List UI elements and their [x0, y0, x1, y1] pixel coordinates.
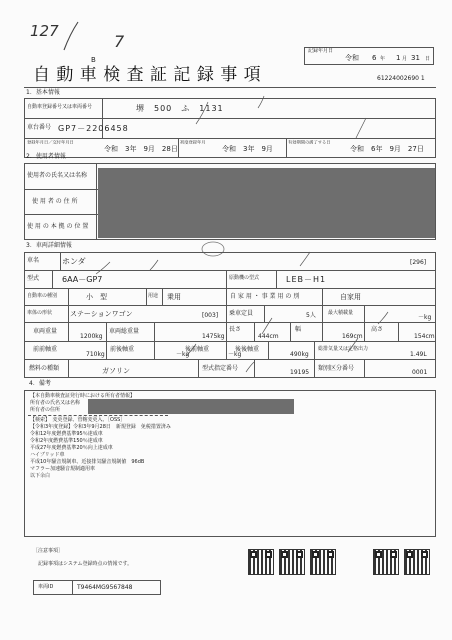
remark-line: 平成10年騒音規制車、近接排気騒音規制値 96dB [30, 459, 145, 465]
max-load-value: －kg [418, 314, 432, 321]
use-value: 乗用 [167, 293, 181, 301]
expiry-label: 有効期間の満了する日 [288, 140, 331, 146]
issue-date-month-unit: 月 [402, 56, 408, 62]
engine-value: LEB－H1 [286, 275, 327, 284]
section1-title: 1．基本情報 [26, 89, 60, 96]
handwritten-mark: 7 [114, 32, 125, 51]
model-label: 型式 [27, 275, 40, 282]
reg-number-value: 堺 500 ふ 1131 [136, 104, 224, 113]
owner-name-label: 所有者の氏名又は名称 [30, 400, 81, 406]
displacement-value: 1.49L [410, 351, 427, 358]
kind-label: 自動車の種別 [27, 293, 58, 299]
owner-address-label: 所有者の住所 [30, 407, 61, 413]
document-title: 自 動 車 検 査 証 記 録 事 項 [33, 65, 262, 85]
gross-value: 1475kg [202, 333, 225, 340]
issue-date-month: 1 [396, 54, 401, 62]
section4-title: 4．備考 [29, 380, 51, 387]
first-year-value: 令和 3年 9月 [222, 145, 273, 153]
capacity-label: 乗車定員 [229, 310, 254, 317]
fr-axle-value: －kg [176, 351, 190, 358]
issue-date-label: 記録年月日 [308, 48, 334, 54]
engine-label: 原動機の型式 [229, 275, 260, 281]
body-code: [003] [202, 312, 219, 319]
chassis-label: 車台番号 [27, 124, 52, 131]
gross-label: 車両総重量 [109, 328, 140, 335]
type-num-label: 型式指定番号 [202, 365, 239, 372]
rf-axle-value: －kg [228, 351, 242, 358]
notes-line: 記録事項はシステム登録時点の情報です。 [38, 561, 133, 567]
user-info-redaction [98, 168, 435, 238]
weight-label: 車両重量 [33, 328, 58, 335]
vehicle-id-label: 車両ID [38, 584, 54, 590]
maker-code: [296] [410, 259, 427, 266]
section3-title: 3．車両詳細情報 [26, 242, 72, 249]
document-number: 61224002690 1 [377, 75, 425, 82]
user-name-label: 使用者の氏名又は名称 [27, 172, 88, 179]
fuel-label: 燃料の種類 [29, 365, 60, 372]
max-load-label: 最大積載量 [328, 310, 354, 316]
type-num-value: 19195 [290, 369, 310, 376]
qr-code-icon [279, 549, 305, 575]
kind-value: 小 型 [86, 293, 107, 301]
issue-date-day-unit: 日 [425, 56, 431, 62]
issue-date-year: 6 [372, 54, 377, 62]
handwritten-number: 127 [30, 22, 59, 40]
height-value: 154cm [414, 333, 435, 340]
height-label: 高さ [371, 326, 384, 333]
category-value: 0001 [412, 369, 428, 376]
category-label: 類別区分番号 [318, 365, 355, 372]
first-reg-value: 令和 3年 9月 28日 [104, 145, 178, 153]
private-label: 自 家 用 ・ 事 業 用 の 別 [230, 293, 300, 300]
width-label: 幅 [295, 326, 302, 333]
vehicle-id-value: T9464MG9567848 [77, 584, 133, 591]
qr-code-icon [248, 549, 274, 575]
length-value: 444cm [258, 333, 279, 340]
first-year-label: 初度登録年月 [180, 140, 206, 146]
fuel-value: ガソリン [102, 367, 130, 375]
remark-line: マフラー加速騒音規制適用車 [30, 466, 96, 472]
rf-axle-label: 後前軸重 [185, 346, 210, 353]
body-label: 車体の形状 [27, 310, 53, 316]
rr-axle-value: 490kg [290, 351, 309, 358]
displacement-label: 総排気量又は定格出力 [318, 346, 369, 352]
body-value: ステーションワゴン [70, 310, 133, 318]
reg-number-label: 自動車登録番号又は車両番号 [27, 104, 93, 110]
chassis-value: GP7－2206458 [58, 124, 129, 133]
qr-code-icon [373, 549, 399, 575]
length-label: 長さ [229, 326, 242, 333]
ff-axle-value: 710kg [86, 351, 105, 358]
weight-value: 1200kg [80, 333, 103, 340]
user-address-label: 使 用 者 の 住 所 [32, 198, 78, 205]
rr-axle-label: 後後軸重 [235, 346, 260, 353]
owner-redaction [88, 399, 294, 414]
owner-header: 【本自動車検査証発行時における所有者情報】 [30, 393, 136, 399]
base-location-label: 使 用 の 本 拠 の 位 置 [27, 223, 89, 230]
ff-axle-label: 前前軸重 [33, 346, 58, 353]
remark-line: 令和2年度燃費基準150％達成車 [30, 438, 103, 444]
private-value: 自家用 [340, 293, 361, 301]
issue-date-era: 令和 [345, 54, 359, 62]
doc-letter: B [91, 56, 96, 64]
maker-label: 車名 [27, 257, 40, 264]
width-value: 169cm [342, 333, 363, 340]
notes-title: ［注意事項］ [33, 548, 64, 554]
qr-code-icon [404, 549, 430, 575]
first-reg-label: 登録年月日／交付年月日 [27, 140, 74, 146]
remark-line: 【令和3年度登録】令和3年9月28日 新規登録 免税措置済み [30, 424, 171, 430]
fr-axle-label: 前後軸重 [110, 346, 135, 353]
section2-title: 2．使用者情報 [26, 153, 66, 160]
handwritten-stroke-icon [60, 16, 100, 56]
capacity-value: 5人 [306, 312, 316, 319]
expiry-value: 令和 6年 9月 27日 [350, 145, 424, 153]
remark-line: ハイブリッド車 [30, 452, 65, 458]
qr-code-icon [310, 549, 336, 575]
maker-value: ホンダ [62, 257, 86, 266]
remark-line: 【検索】 変更登録、管轄変更入、［OSS］ [30, 417, 126, 423]
issue-date-year-unit: 年 [380, 56, 386, 62]
use-label: 用途 [148, 293, 159, 299]
model-value: 6AA－GP7 [62, 275, 103, 284]
remark-line: 令和12年度燃費基準95％達成車 [30, 431, 103, 437]
issue-date-day: 31 [411, 54, 420, 62]
remark-line: 平成27年度燃費基準20％向上達成車 [30, 445, 113, 451]
remark-line: 以下余白 [30, 473, 51, 479]
